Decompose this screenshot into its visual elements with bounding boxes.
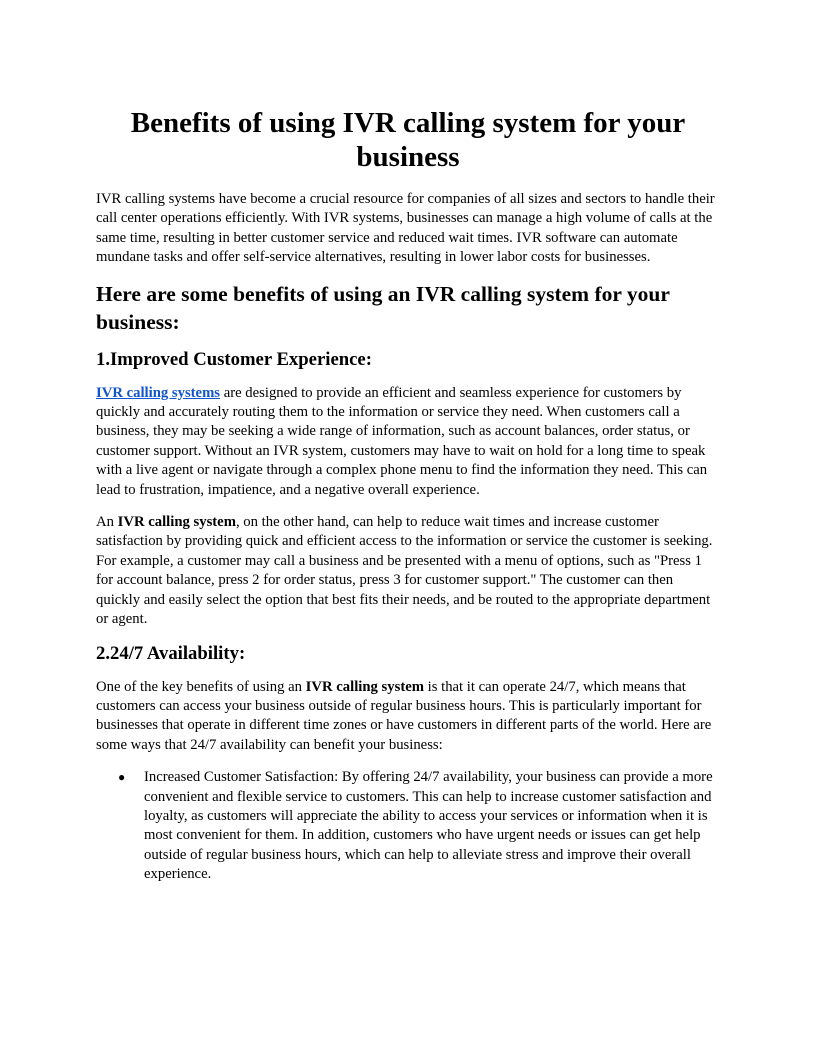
benefit-1-paragraph-2-text: , on the other hand, can help to reduce wait times and increase customer satisfaction by providing quick and efficient access to the information or service the customer is seeking. For example, a customer may call a business and be presented with a menu of options, such as "Press 1 for account balance, press 2 for order status, press 3 for customer support." The customer can then quickly and easily select the option that best fits their needs, and be routed to the appropriate department or agent. — [96, 514, 713, 628]
benefit-2-paragraph-1 — [96, 678, 720, 756]
benefit-2-paragraph-1-bold: IVR calling system — [305, 678, 424, 695]
intro-paragraph: IVR calling systems have become a crucial resource for companies of all sizes and sectors to handle their call center operations efficiently. With IVR systems, businesses can manage a high volume of calls at the same time, resulting in better customer service and reduced wait times. IVR software can automate mundane tasks and offer self-service alternatives, resulting in lower labor costs for businesses. — [96, 191, 715, 266]
ivr-calling-systems-link[interactable]: IVR calling systems — [96, 384, 221, 401]
benefit-1-paragraph-1 — [96, 384, 720, 500]
benefit-2-paragraph-1-text: is that it can operate 24/7, which means that customers can access your business outside of regular business hours. This is particularly important for businesses that operate in different time zones or have customers in different parts of the world. Here are some ways that 24/7 availability can benefit your business: — [96, 678, 712, 753]
benefit-1-heading: 1.Improved Customer Experience: — [96, 348, 372, 370]
benefit-1-paragraph-2 — [96, 513, 720, 629]
benefit-2-paragraph-1-lead: One of the key benefits of using an — [96, 678, 306, 695]
benefit-1-paragraph-1-text: are designed to provide an efficient and seamless experience for customers by quickly and accurately routing them to the information or service they need. When customers call a business, they may be seeking a wide range of information, such as account balances, order status, or customer support. Without an IVR system, customers may have to wait on hold for a long time to speak with a live agent or navigate through a complex phone menu to find the information they need. This can lead to frustration, impatience, and a negative overall experience. — [96, 384, 708, 498]
section-heading: Here are some benefits of using an IVR calling system for your business: — [96, 281, 670, 334]
benefit-2-bullet-list — [96, 768, 720, 884]
page-title: Benefits of using IVR calling system for your business — [130, 107, 686, 173]
benefit-1-paragraph-2-bold: IVR calling system — [117, 514, 236, 531]
list-item-text: Increased Customer Satisfaction: By offering 24/7 availability, your business can provide a more convenient and flexible service to customers. This can help to increase customer satisfaction and loyalty, as customers will appreciate the ability to access your services or information when it is most convenient for them. In addition, customers who have urgent needs or issues can get help outside of regular business hours, which can help to alleviate stress and improve their overall experience. — [144, 769, 713, 883]
list-item — [96, 768, 720, 884]
benefit-2-heading: 2.24/7 Availability: — [96, 642, 246, 664]
benefit-1-paragraph-2-lead: An — [96, 514, 118, 531]
bullet-icon: ● — [118, 770, 126, 785]
